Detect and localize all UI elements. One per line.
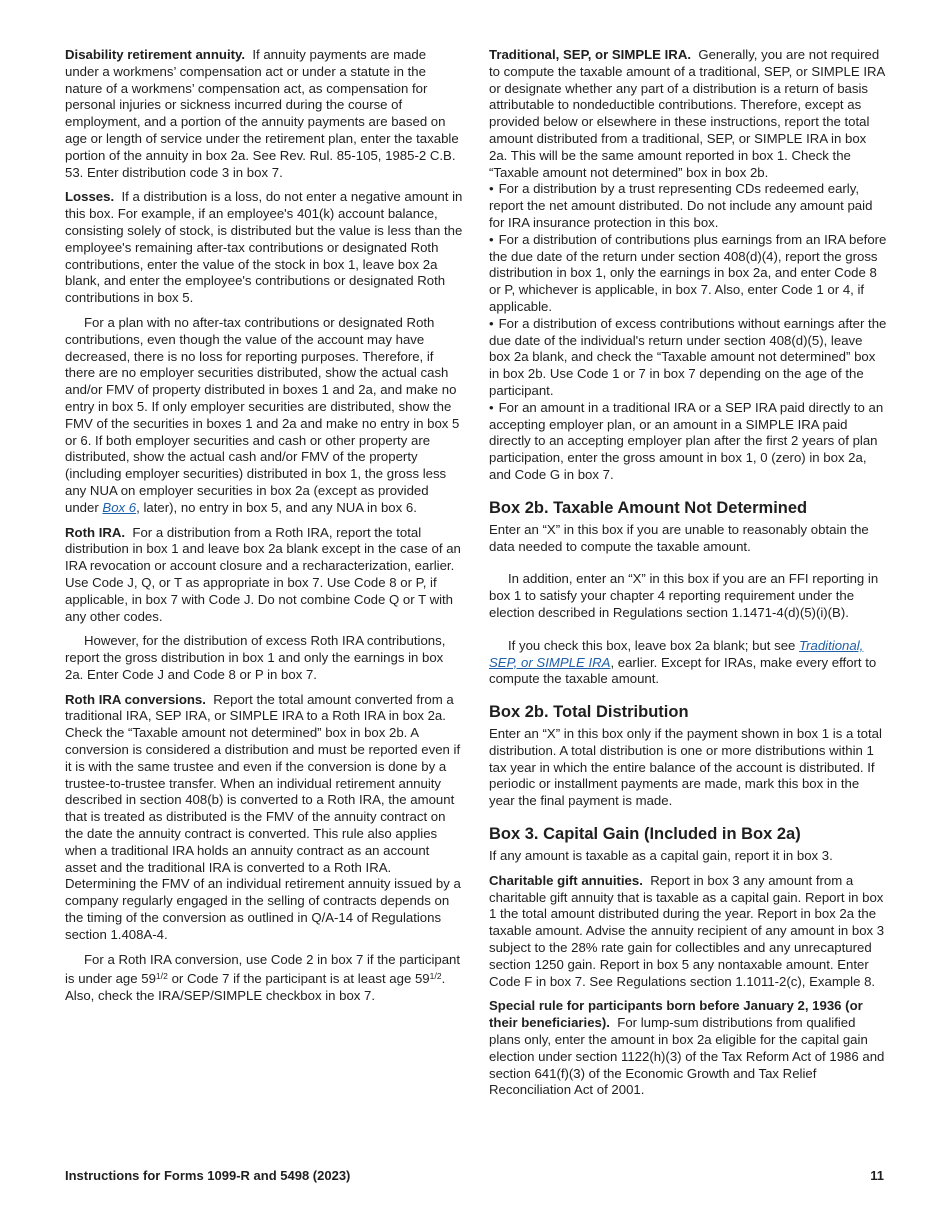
half-numerator-2: 1 [429, 971, 435, 982]
half-denominator: 2 [163, 971, 168, 982]
losses-text: If a distribution is a loss, do not enter a negative amount in this box. For example, if an employee's 401(k) account balance, consisting solely of stock, is distributed but the value is less than the employee's remaining after-tax contributions or designated Roth contributions, enter the value of the stock in box 1, leave box 2a blank, and enter the employee's contributions or designated Roth contributions in box 5. [65, 189, 463, 306]
right-column [489, 47, 887, 1107]
conversions-heading: Roth IRA conversions. [65, 691, 206, 707]
disability-paragraph [65, 47, 463, 181]
losses-heading: Losses. [65, 189, 115, 205]
charitable-heading: Charitable gift annuities. [489, 872, 643, 888]
box2b-check-paragraph [489, 638, 887, 688]
bullet-item: • For a distribution of excess contributions without earnings after the due date of the individual's return under section 408(d)(5), leave box 2a blank, and check the “Taxable amount not determined” box in box 2b. Use Code 1 or 7 in box 7 depending on the age of the participant. [489, 316, 887, 400]
special-rule-paragraph [489, 998, 887, 1099]
charitable-paragraph [489, 873, 887, 991]
page-number: 11 [870, 1168, 884, 1183]
traditional-text: Generally, you are not required to compute the taxable amount of a traditional, SEP, or SIMPLE IRA or designate whether any part of a distribution is a return of basis attributable to nondeductible contributions. Therefore, except as provided below or elsewhere in these instructions, report the total amount distributed from a traditional, SEP, or SIMPLE IRA in box 2a. This will be the same amount reported in box 1. Check the “Taxable amount not determined” box in box 2b. [489, 47, 885, 180]
traditional-paragraph [489, 47, 887, 181]
box3-heading: Box 3. Capital Gain (Included in Box 2a) [489, 825, 801, 844]
special-rule-text: For lump-sum distributions from qualified plans only, enter the amount in box 2a eligible for the capital gain election under section 1122(h)(3) of the Tax Reform Act of 1986 and section 641(f)(3) of the Economic Growth and Tax Relief Reconciliation Act of 2001. [489, 1015, 885, 1098]
roth-paragraph [65, 525, 463, 626]
conversion-code-paragraph [65, 952, 463, 1005]
losses-paragraph [65, 189, 463, 307]
plan-text: For a plan with no after-tax contributions or designated Roth contributions, even though the value of the account may have decreased, there is no loss for reporting purposes. Therefore, if there are no employer securities distributed, show the actual cash and/or FMV of property distributed in boxes 1 and 2a, and make no entry in box 5. If only employer securities are distributed, show the FMV of the securities in boxes 1 and 2a and make no entry in box 5 or 6. If both employer securities and cash or other property are distributed, show the actual cash and/or FMV of the property (including employer securities) distributed in box 1, the gross less any NUA on employer securities in box 2a (except as provided under [65, 314, 460, 515]
box2b-text: Enter an “X” in this box if you are unable to reasonably obtain the data needed to compute the taxable amount. [489, 521, 869, 554]
half-denominator-2: 2 [436, 971, 442, 982]
plan-paragraph [65, 315, 463, 517]
bullet-item: • For a distribution of contributions plus earnings from an IRA before the due date of the return under section 408(d)(4), report the gross distribution in box 1, only the earnings in box 2a, and enter Code 8 or P, whichever is applicable, in box 7. Also, enter Code 1 or 4, if applicable. [489, 232, 887, 316]
footer-title: Instructions for Forms 1099-R and 5498 (2023) [65, 1168, 351, 1183]
disability-heading: Disability retirement annuity. [65, 47, 246, 62]
excess-roth-paragraph [65, 633, 463, 683]
disability-text: If annuity payments are made under a workmens’ compensation act or under a statute in the nature of a workmens’ compensation act, as compensation for personal injuries or sickness incurred during the course of employment, and a portion of the annuity payments are based on age or length of service under the retirement plan, enter the taxable portion of the annuity in box 2a. See Rev. Rul. 85-105, 1985-2 C.B. 53. Enter distribution code 3 in box 7. [65, 47, 459, 180]
half-numerator: 1 [155, 971, 161, 982]
box2b-heading: Box 2b. Taxable Amount Not Determined [489, 498, 808, 517]
conversion-code-text-a: For a Roth IRA conversion, use Code 2 in box 7 if the participant is under age 59 [65, 951, 461, 987]
traditional-heading: Traditional, SEP, or SIMPLE IRA. [489, 47, 692, 62]
box2b-ffi-text: In addition, enter an “X” in this box if you are an FFI reporting in box 1 to satisfy your chapter 4 reporting requirement under the election described in Regulations section 1.1471-4(d)(5)(i)(B). [489, 571, 879, 620]
excess-roth-text: However, for the distribution of excess Roth IRA contributions, report the gross distribution in box 1 and only the earnings in box 2a. Enter Code J and Code 8 or P in box 7. [65, 633, 446, 682]
box3-text: If any amount is taxable as a capital gain, report it in box 3. [489, 848, 833, 864]
roth-heading: Roth IRA. [65, 524, 126, 540]
bullet-item: • For a distribution by a trust representing CDs redeemed early, report the net amount distributed. Do not include any amount paid for IRA insurance protection in this box. [489, 181, 887, 231]
left-column [65, 47, 463, 1013]
box2b-check-text: If you check this box, leave box 2a blank; but see [508, 637, 796, 653]
conversions-paragraph [65, 692, 463, 944]
box6-link[interactable]: Box 6 [102, 499, 137, 515]
special-rule-heading: Special rule for participants born before January 2, 1936 (or their beneficiaries). [489, 998, 863, 1031]
conversion-code-text-c: . Also, check the IRA/SEP/SIMPLE checkbox in box 7. [65, 971, 446, 1004]
total-distribution-heading: Box 2b. Total Distribution [489, 703, 689, 722]
traditional-ira-link[interactable]: Traditional, SEP, or SIMPLE IRA [489, 637, 864, 670]
plan-text-end: , later), no entry in box 5, and any NUA in box 6. [136, 499, 417, 515]
bullet-item: • For an amount in a traditional IRA or a SEP IRA paid directly to an accepting employer plan, or an amount in a SIMPLE IRA paid directly to an accepting employer plan after the first 2 years of plan participation, enter the gross amount in box 1, 0 (zero) in box 2a, and Code G in box 7. [489, 400, 887, 484]
charitable-text: Report in box 3 any amount from a charitable gift annuity that is taxable as a capital gain. Report in box 1 the total amount distributed during the year. Report in box 2a the taxable amount. Advise the annuity recipient of any amount in box 3 subject to the 28% rate gain for collectibles and any unrecaptured section 1250 gain. Report in box 5 any nontaxable amount. Enter Code F in box 7. See Regulations section 1.1011-2(c), Example 8. [489, 872, 885, 989]
half-fraction-2: 1/2 [429, 971, 442, 982]
half-fraction: 1/2 [155, 971, 168, 982]
total-distribution-text: Enter an “X” in this box only if the payment shown in box 1 is a total distribution. A total distribution is one or more distributions within 1 tax year in which the entire balance of the account is distributed. If periodic or installment payments are made, mark this box in the year the final payment is made. [489, 726, 882, 809]
conversion-code-text-b: or Code 7 if the participant is at least age 59 [167, 971, 430, 987]
box2b-check-text-end: , earlier. Except for IRAs, make every effort to compute the taxable amount. [489, 654, 877, 687]
roth-text: For a distribution from a Roth IRA, report the total distribution in box 1 and leave box 2a blank except in the case of an IRA revocation or account closure and a recharacterization, earlier. Use Code J, Q, or T as appropriate in box 7. Use Code 8 or P, if applicable, in box 7 with Code J. Do not combine Code Q or T with any other codes. [65, 524, 461, 624]
conversions-text: Report the total amount converted from a traditional IRA, SEP IRA, or SIMPLE IRA to a Roth IRA in box 2a. Check the “Taxable amount not determined” box in box 2b. A conversion is considered a distribution and must be reported even if it is with the same trustee and even if the conversion is done by a trustee-to-trustee transfer. When an individual retirement annuity described in section 408(b) is converted to a Roth IRA, the amount that is treated as distributed is the FMV of the annuity contract on the date the annuity contract is converted. This rule also applies when a traditional IRA holds an annuity contract as an account asset and the traditional IRA is converted to a Roth IRA. Determining the FMV of an individual retirement annuity issued by a company regularly engaged in the selling of contracts depends on the timing of the conversion as outlined in Q/A-14 of Regulations section 1.408A-4. [65, 691, 461, 942]
